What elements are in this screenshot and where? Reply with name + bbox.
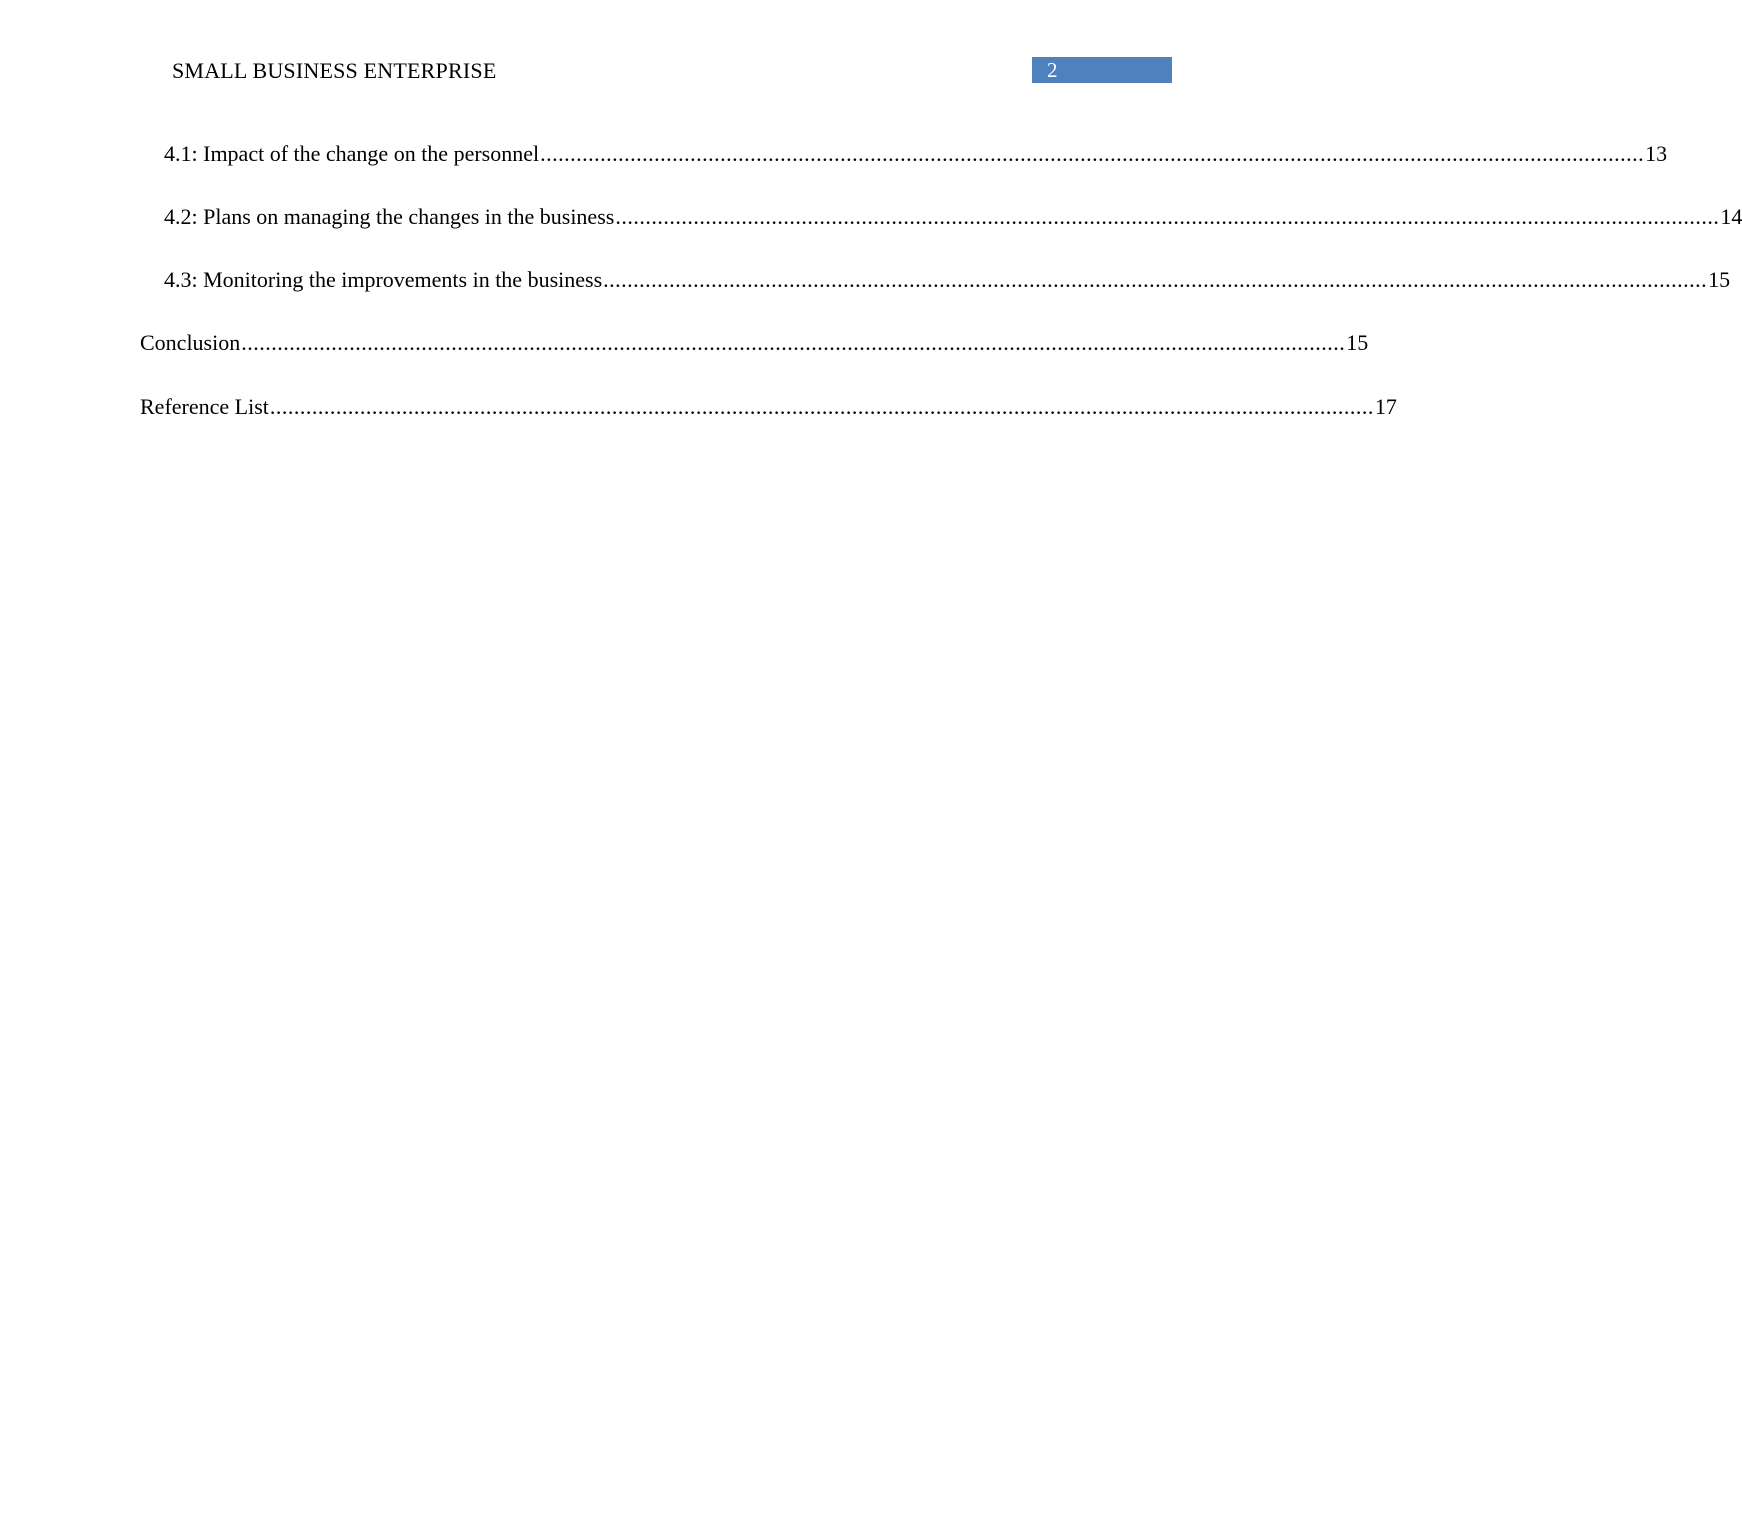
toc-entry[interactable]	[164, 202, 1742, 232]
page-number-badge	[1032, 57, 1172, 83]
toc-entry-label: Reference List	[140, 394, 269, 419]
toc-entry-page: 14	[1720, 204, 1742, 229]
toc-entry-page: 15	[1708, 267, 1731, 292]
toc-entry-label: Conclusion	[140, 330, 241, 355]
toc-entry-page: 17	[1374, 394, 1397, 419]
running-header-title: SMALL BUSINESS ENTERPRISE	[172, 58, 497, 83]
toc-entry-page: 15	[1346, 330, 1369, 355]
toc-dot-leader: ........................................................................................................................................................................................	[603, 267, 1708, 292]
toc-entry-label: 4.1: Impact of the change on the personnel	[164, 141, 540, 166]
toc-dot-leader: ........................................................................................................................................................................................	[241, 330, 1346, 355]
toc-entry-page: 13	[1645, 141, 1668, 166]
toc-entry-label: 4.2: Plans on managing the changes in the business	[164, 204, 615, 229]
toc-dot-leader: ........................................................................................................................................................................................	[615, 204, 1720, 229]
toc-entry[interactable]	[164, 139, 1668, 169]
toc-entry[interactable]	[140, 328, 1369, 358]
page-number: 2	[1047, 58, 1058, 82]
toc-entry[interactable]	[140, 392, 1397, 422]
toc-entry[interactable]	[164, 265, 1731, 295]
toc-entry-label: 4.3: Monitoring the improvements in the business	[164, 267, 603, 292]
toc-dot-leader: ........................................................................................................................................................................................	[269, 394, 1374, 419]
toc-dot-leader: ........................................................................................................................................................................................	[540, 141, 1645, 166]
